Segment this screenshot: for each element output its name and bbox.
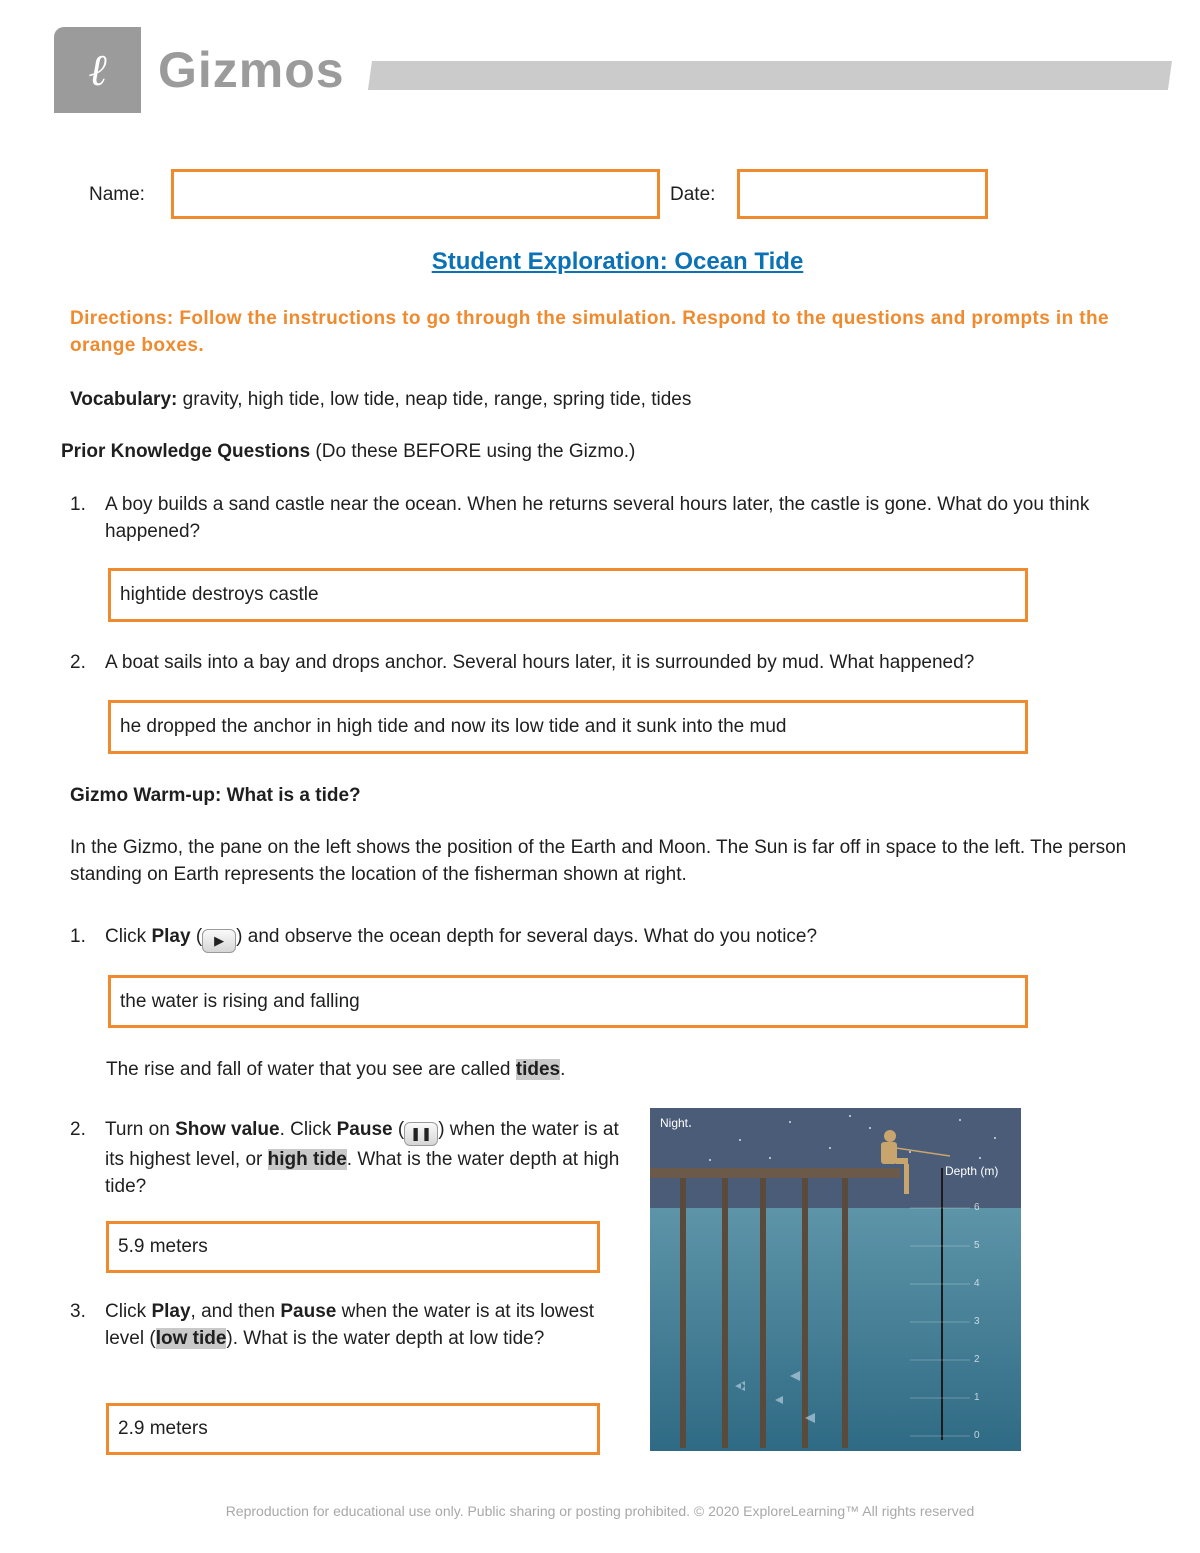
vocabulary-line	[70, 386, 1130, 413]
warmup-answer-2[interactable]: 5.9 meters	[106, 1221, 600, 1273]
question-number: 2.	[70, 1119, 86, 1140]
depth-tick: 1	[974, 1392, 980, 1403]
question-number: 1.	[70, 926, 86, 947]
explorelearning-el-icon: ℓ	[88, 44, 107, 96]
depth-tick: 6	[974, 1202, 980, 1213]
warmup-question-3	[70, 1298, 630, 1352]
question-number: 3.	[70, 1301, 86, 1322]
warmup-question-1	[70, 923, 1130, 953]
warmup-question-2	[70, 1116, 630, 1200]
warmup-intro: In the Gizmo, the pane on the left shows the position of the Earth and Moon. The Sun is far off in space to the left. The person standing on Earth represents the location of the fisherman shown at right.	[70, 837, 1127, 885]
page-title: Student Exploration: Ocean Tide	[431, 248, 804, 275]
header-bar	[368, 61, 1172, 90]
date-field[interactable]	[737, 169, 988, 219]
vocabulary-terms: gravity, high tide, low tide, neap tide, range, spring tide, tides	[177, 389, 692, 410]
question-text: Click Play, and then Pause when the water is at its lowest level (low tide). What is the water depth at low tide?	[105, 1301, 594, 1349]
fishing-rod	[896, 1148, 950, 1156]
pier-scene	[650, 1108, 1021, 1451]
depth-tick: 3	[974, 1316, 980, 1327]
directions-text: Directions: Follow the instructions to go through the simulation. Respond to the questions and prompts in the orange boxes.	[70, 308, 1109, 356]
play-icon: ▶	[202, 929, 236, 953]
question-number: 1.	[70, 494, 86, 515]
vocabulary-label: Vocabulary:	[70, 389, 178, 410]
prior-question-2	[70, 649, 1130, 676]
depth-tick: 5	[974, 1240, 980, 1251]
depth-tick: 4	[974, 1278, 980, 1289]
tides-statement: The rise and fall of water that you see are called tides.	[106, 1059, 566, 1080]
fisherman-figure	[881, 1130, 909, 1194]
tides-term: tides	[515, 1059, 561, 1080]
pier-posts	[680, 1178, 848, 1448]
prior-heading-text: Prior Knowledge Questions	[61, 441, 311, 462]
depth-tick: 2	[974, 1354, 980, 1365]
name-label: Name:	[89, 184, 145, 205]
depth-tick: 0	[974, 1430, 980, 1441]
copyright-footer: Reproduction for educational use only. Public sharing or posting prohibited. © 2020 ExploreLearning™ All rights reserved	[225, 1503, 975, 1519]
prior-answer-1[interactable]: hightide destroys castle	[108, 568, 1028, 622]
warmup-answer-1[interactable]: the water is rising and falling	[108, 975, 1028, 1028]
question-text: Turn on Show value. Click Pause ( ❚❚ ) when the water is at its highest level, or high tide. What is the water depth at high tide?	[105, 1119, 620, 1197]
prior-answer-2[interactable]: he dropped the anchor in high tide and now its low tide and it sunk into the mud	[108, 700, 1028, 754]
warmup-heading: Gizmo Warm-up: What is a tide?	[70, 785, 361, 806]
prior-heading-note: (Do these BEFORE using the Gizmo.)	[310, 441, 636, 462]
gizmos-logo-text: Gizmos	[158, 42, 345, 98]
prior-question-1	[70, 491, 1130, 545]
pause-icon: ❚❚	[404, 1122, 438, 1146]
question-text: A boy builds a sand castle near the ocean. When he returns several hours later, the castle is gone. What do you think happened?	[105, 494, 1090, 542]
warmup-answer-3[interactable]: 2.9 meters	[106, 1403, 600, 1455]
name-field[interactable]	[171, 169, 660, 219]
gizmos-logo-mark	[54, 27, 141, 113]
question-number: 2.	[70, 652, 86, 673]
question-text: A boat sails into a bay and drops anchor. Several hours later, it is surrounded by mud. What happened?	[105, 652, 975, 673]
question-text: Click Play ( ▶ ) and observe the ocean depth for several days. What do you notice?	[105, 923, 1130, 953]
stars	[689, 1115, 996, 1161]
night-label: Night	[660, 1116, 689, 1130]
gizmo-tide-illustration	[650, 1108, 1021, 1451]
depth-axis-label: Depth (m)	[945, 1164, 999, 1178]
depth-gauge-ticks	[910, 1208, 970, 1436]
date-label: Date:	[670, 184, 716, 205]
pier-deck	[650, 1168, 900, 1178]
prior-knowledge-heading	[61, 438, 1121, 465]
